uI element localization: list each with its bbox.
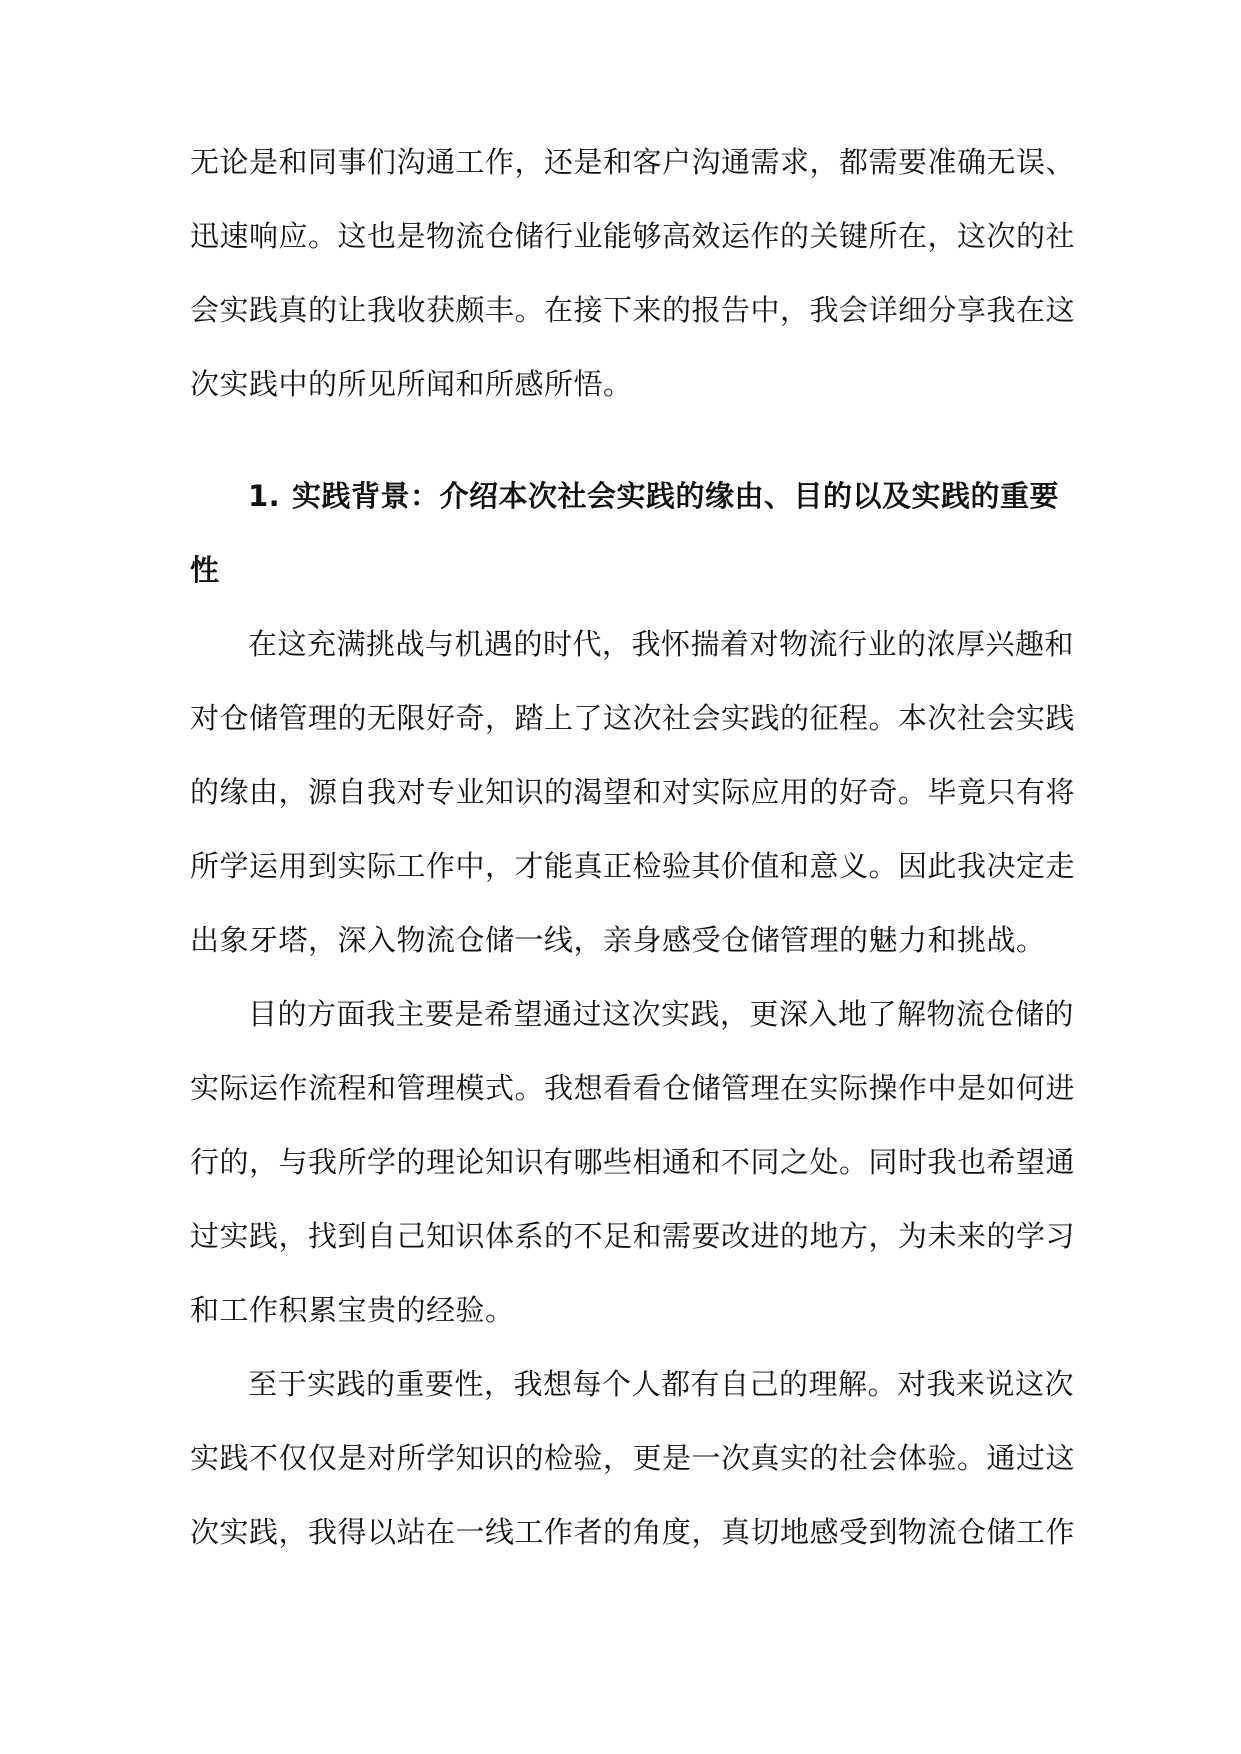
text-line: 次实践中的所见所闻和所感所悟。 [190, 367, 633, 401]
text-line: 实际运作流程和管理模式。我想看看仓储管理在实际操作中是如何进 [190, 1071, 1076, 1105]
intro-paragraph [190, 125, 1076, 421]
text-line: 至于实践的重要性，我想每个人都有自己的理解。对我来说这次 [248, 1367, 1075, 1401]
text-line: 过实践，找到自己知识体系的不足和需要改进的地方，为未来的学习 [190, 1219, 1076, 1253]
section-heading [190, 459, 1060, 607]
section-number: 1. [248, 479, 281, 513]
paragraph-importance [190, 1347, 1076, 1569]
section-title-line-1: 实践背景：介绍本次社会实践的缘由、目的以及实践的重要 [292, 479, 1060, 513]
text-line: 目的方面我主要是希望通过这次实践，更深入地了解物流仓储的 [248, 997, 1075, 1031]
text-line: 出象牙塔，深入物流仓储一线，亲身感受仓储管理的魅力和挑战。 [190, 923, 1046, 957]
text-line: 所学运用到实际工作中，才能真正检验其价值和意义。因此我决定走 [190, 849, 1076, 883]
text-line: 实践不仅仅是对所学知识的检验，更是一次真实的社会体验。通过这 [190, 1441, 1076, 1475]
text-line: 在这充满挑战与机遇的时代，我怀揣着对物流行业的浓厚兴趣和 [248, 627, 1075, 661]
text-line: 无论是和同事们沟通工作，还是和客户沟通需求，都需要准确无误、 [190, 145, 1076, 179]
text-line: 次实践，我得以站在一线工作者的角度，真切地感受到物流仓储工作 [190, 1515, 1076, 1549]
text-line: 会实践真的让我收获颇丰。在接下来的报告中，我会详细分享我在这 [190, 293, 1076, 327]
text-line: 迅速响应。这也是物流仓储行业能够高效运作的关键所在，这次的社 [190, 219, 1076, 253]
text-line: 和工作积累宝贵的经验。 [190, 1293, 515, 1327]
text-line: 行的，与我所学的理论知识有哪些相通和不同之处。同时我也希望通 [190, 1145, 1076, 1179]
paragraph-purpose [190, 977, 1076, 1347]
text-line: 对仓储管理的无限好奇，踏上了这次社会实践的征程。本次社会实践 [190, 701, 1076, 735]
text-line: 的缘由，源自我对专业知识的渴望和对实际应用的好奇。毕竟只有将 [190, 775, 1076, 809]
document-page [190, 125, 1076, 1569]
paragraph-background-reason [190, 607, 1076, 977]
section-title-line-2: 性 [190, 553, 220, 587]
